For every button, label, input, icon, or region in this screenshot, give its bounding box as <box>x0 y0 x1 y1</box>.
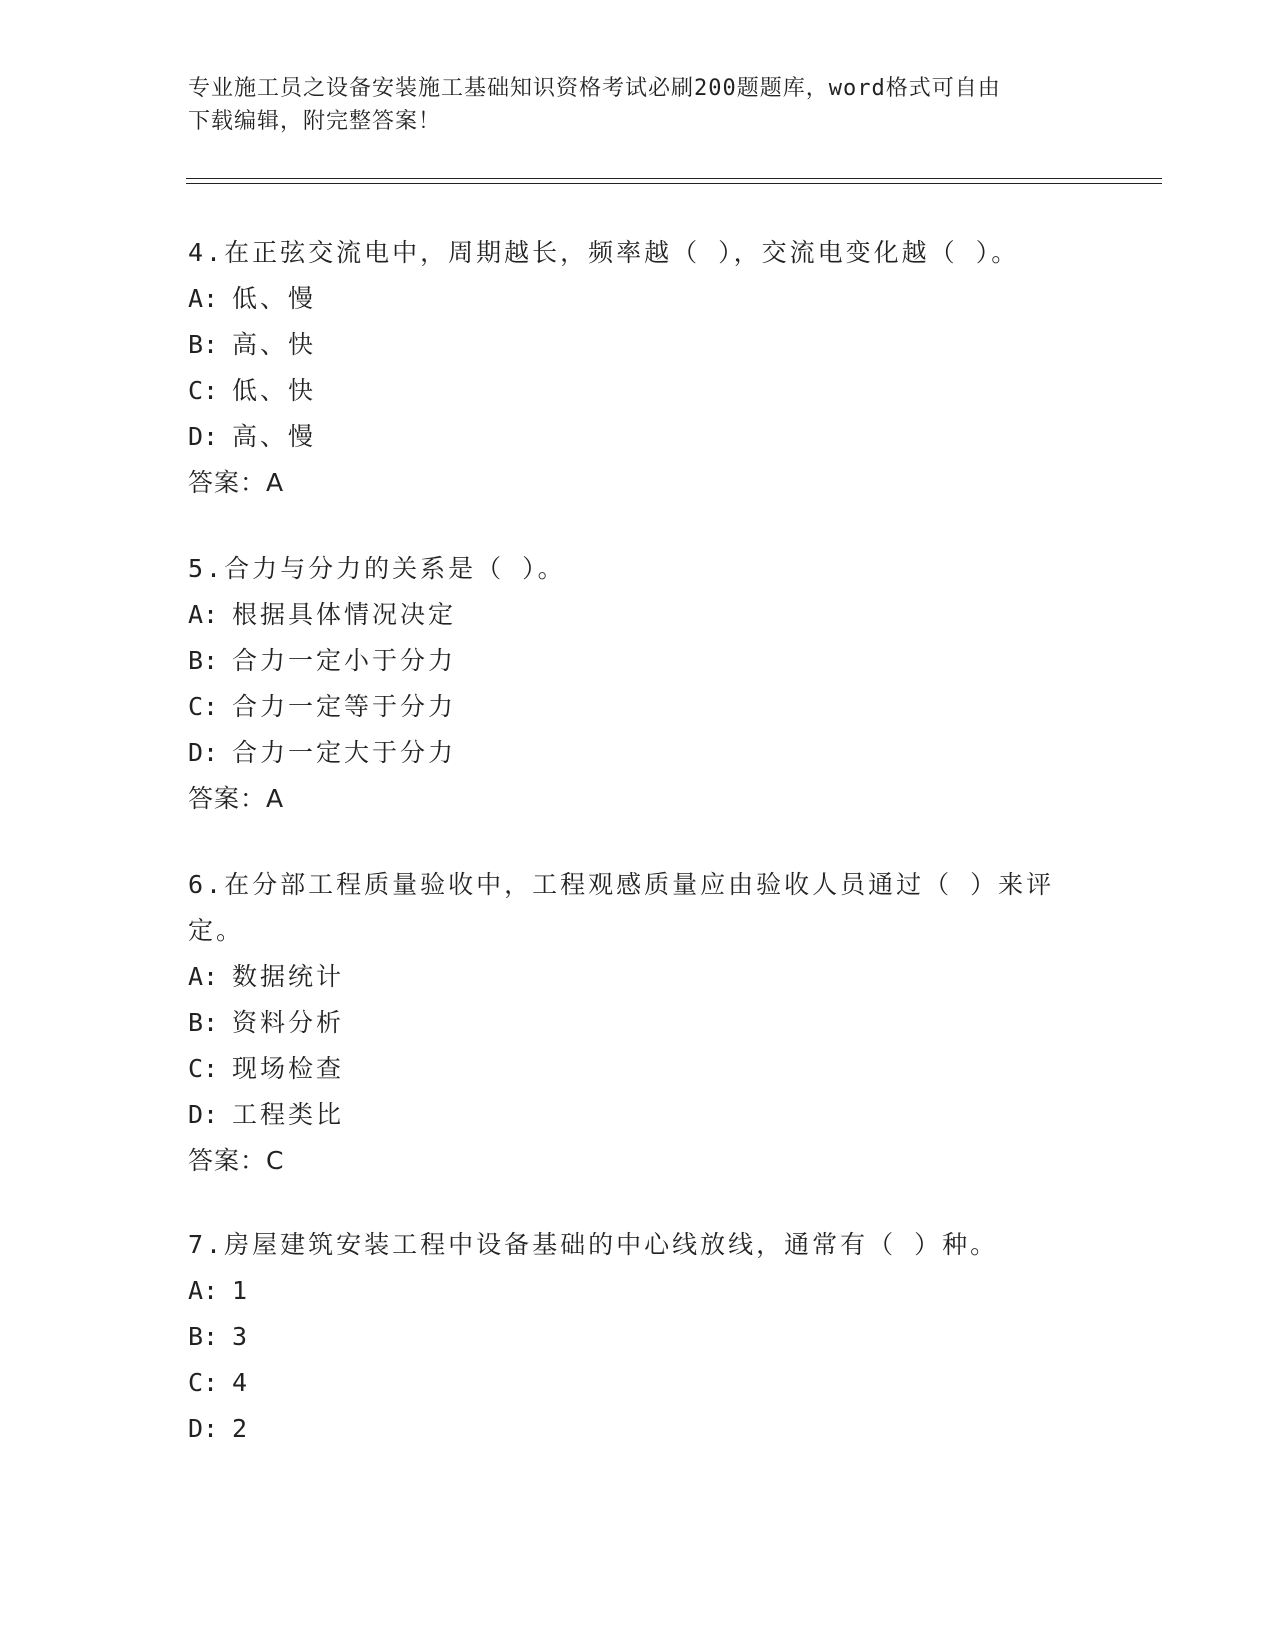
option-b <box>188 1314 1088 1360</box>
header-line-2: 下载编辑，附完整答案！ <box>188 109 442 134</box>
option-label: B: <box>188 646 219 675</box>
option-text: 1 <box>232 1276 251 1305</box>
option-label: B: <box>188 1322 219 1351</box>
question-4 <box>188 230 1088 506</box>
question-stem-line-2: 定。 <box>188 916 245 945</box>
option-text: 资料分析 <box>232 1008 345 1037</box>
option-label: D: <box>188 738 219 767</box>
question-5 <box>188 546 1088 822</box>
option-a <box>188 276 1088 322</box>
option-text: 低、慢 <box>232 284 317 313</box>
answer: 答案：A <box>188 784 285 813</box>
header-divider-bottom <box>186 183 1162 184</box>
answer: 答案：A <box>188 468 285 497</box>
option-label: A: <box>188 284 219 313</box>
option-b <box>188 638 1088 684</box>
option-label: D: <box>188 1100 219 1129</box>
option-text: 数据统计 <box>232 962 345 991</box>
answer: 答案：C <box>188 1146 285 1175</box>
option-label: A: <box>188 600 219 629</box>
option-d <box>188 1092 1088 1138</box>
option-label: D: <box>188 1414 219 1443</box>
option-label: C: <box>188 1054 219 1083</box>
option-d <box>188 730 1088 776</box>
header-divider-top <box>186 178 1162 179</box>
header-line-1: 专业施工员之设备安装施工基础知识资格考试必刷200题题库，word格式可自由 <box>188 76 1001 101</box>
option-text: 2 <box>232 1414 251 1443</box>
option-c <box>188 1360 1088 1406</box>
option-text: 低、快 <box>232 376 317 405</box>
option-label: B: <box>188 1008 219 1037</box>
option-c <box>188 684 1088 730</box>
option-text: 3 <box>232 1322 251 1351</box>
question-stem-line-1: 6.在分部工程质量验收中，工程观感质量应由验收人员通过（ ）来评 <box>188 870 1055 899</box>
option-label: D: <box>188 422 219 451</box>
option-label: B: <box>188 330 219 359</box>
option-text: 根据具体情况决定 <box>232 600 457 629</box>
option-a <box>188 954 1088 1000</box>
document-header <box>188 72 1068 138</box>
option-text: 工程类比 <box>232 1100 345 1129</box>
option-label: C: <box>188 692 219 721</box>
option-label: C: <box>188 376 219 405</box>
option-text: 合力一定大于分力 <box>232 738 457 767</box>
option-text: 现场检查 <box>232 1054 345 1083</box>
option-c <box>188 368 1088 414</box>
option-a <box>188 592 1088 638</box>
option-label: A: <box>188 1276 219 1305</box>
option-d <box>188 414 1088 460</box>
option-label: C: <box>188 1368 219 1397</box>
option-text: 高、慢 <box>232 422 317 451</box>
option-b <box>188 1000 1088 1046</box>
question-stem: 7.房屋建筑安装工程中设备基础的中心线放线，通常有（ ）种。 <box>188 1230 999 1259</box>
question-stem: 5.合力与分力的关系是（ ）。 <box>188 554 566 583</box>
option-text: 高、快 <box>232 330 317 359</box>
option-d <box>188 1406 1088 1452</box>
option-text: 合力一定小于分力 <box>232 646 457 675</box>
option-b <box>188 322 1088 368</box>
option-c <box>188 1046 1088 1092</box>
option-text: 4 <box>232 1368 251 1397</box>
question-stem: 4.在正弦交流电中，周期越长，频率越（ ），交流电变化越（ ）。 <box>188 238 1020 267</box>
question-7 <box>188 1222 1088 1452</box>
option-a <box>188 1268 1088 1314</box>
option-label: A: <box>188 962 219 991</box>
option-text: 合力一定等于分力 <box>232 692 457 721</box>
question-6 <box>188 862 1088 1184</box>
